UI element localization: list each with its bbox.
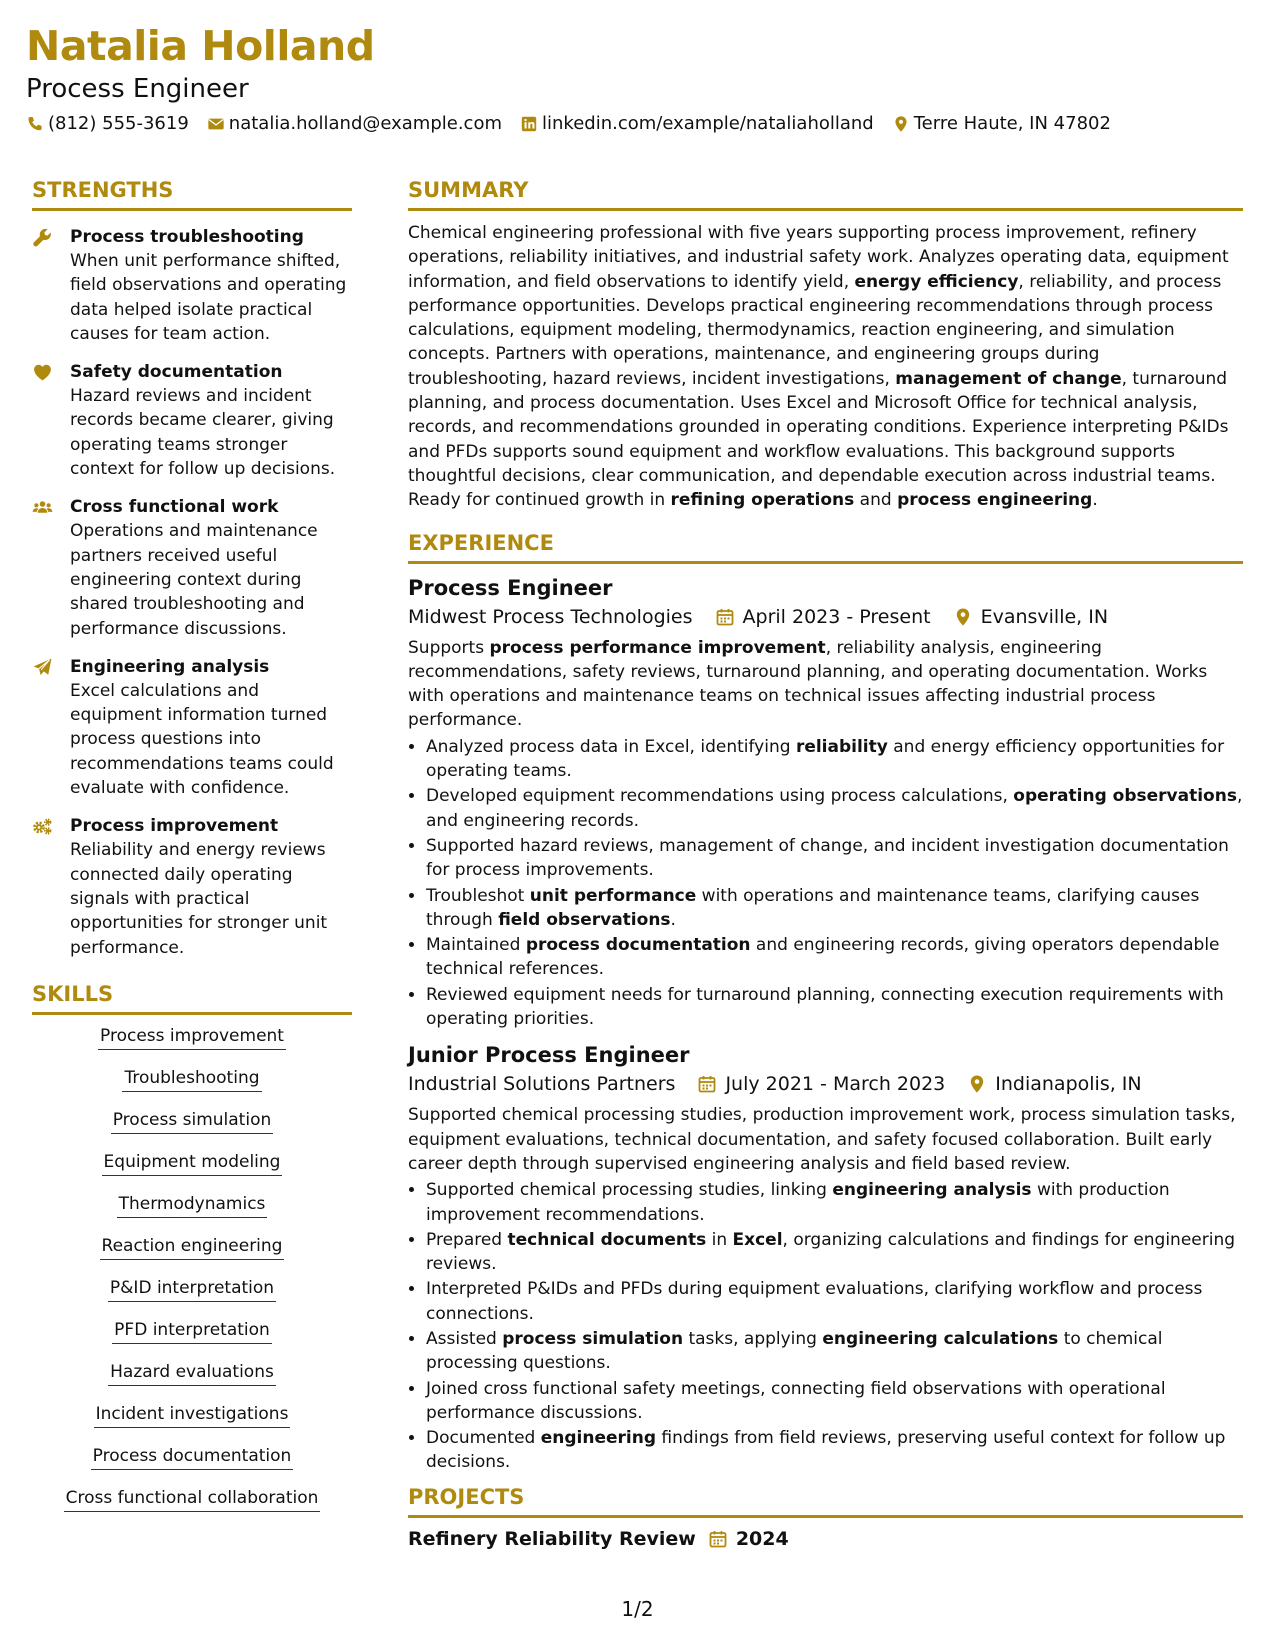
- skill-item: Troubleshooting: [122, 1067, 261, 1092]
- strength-item: [32, 225, 352, 346]
- calendar-icon: [697, 1074, 717, 1094]
- job-role: Process Engineer: [408, 575, 613, 600]
- bold-text: engineering: [540, 1428, 657, 1449]
- map-pin-icon: [967, 1074, 987, 1094]
- job-description: Supports process performance improvement, reliability analysis, engineering recommendations, safety reviews, turnaround planning, and operating documentation. Works with operations and maintenance teams on technical issues affecting industrial process performance.: [408, 637, 1208, 731]
- job-entry: [408, 1041, 1243, 1474]
- bold-text: technical documents: [507, 1229, 707, 1250]
- candidate-title: Process Engineer: [26, 74, 249, 104]
- job-bullet: • Prepared technical documents in Excel, organizing calculations and findings for engineering reviews.: [426, 1228, 1243, 1277]
- phone-icon: [26, 115, 44, 133]
- job-bullet: • Assisted process simulation tasks, applying engineering calculations to chemical processing questions.: [426, 1327, 1243, 1376]
- strengths-list: [32, 221, 352, 960]
- job-role: Junior Process Engineer: [408, 1043, 690, 1068]
- projects-heading: PROJECTS: [408, 1485, 1243, 1518]
- job-location: Evansville, IN: [980, 605, 1109, 628]
- job-bullet: • Documented engineering findings from field reviews, preserving useful context for follow up decisions.: [426, 1426, 1243, 1475]
- strength-item: [32, 360, 352, 481]
- bold-text: operating observations: [1013, 786, 1237, 807]
- calendar-icon: [708, 1529, 728, 1549]
- job-location: Indianapolis, IN: [995, 1073, 1142, 1096]
- strength-title: Process improvement: [70, 816, 279, 837]
- contact-email[interactable]: [207, 113, 502, 134]
- bold-text: engineering calculations: [822, 1328, 1059, 1349]
- strength-description: Operations and maintenance partners received useful engineering context during shared troubleshooting and performance discussions.: [70, 521, 318, 639]
- bold-text: Excel: [732, 1229, 783, 1250]
- bold-text: process engineering: [897, 490, 1093, 511]
- location-text: Terre Haute, IN 47802: [913, 113, 1111, 134]
- contact-bar: [26, 113, 1129, 134]
- contact-phone[interactable]: [26, 113, 189, 134]
- job-bullets: [408, 735, 1243, 1032]
- skill-item: Incident investigations: [94, 1403, 291, 1428]
- job-bullet: • Supported hazard reviews, management of change, and incident investigation documentation for process improvements.: [426, 834, 1243, 883]
- strengths-heading: STRENGTHS: [32, 178, 352, 211]
- skill-item: Process simulation: [111, 1109, 274, 1134]
- gears-icon: [32, 816, 53, 837]
- bold-text: refining operations: [670, 490, 855, 511]
- job-bullet: • Reviewed equipment needs for turnaround planning, connecting execution requirements with operating priorities.: [426, 983, 1243, 1032]
- bold-text: energy efficiency: [854, 271, 1019, 292]
- right-column: [408, 178, 1243, 1550]
- skill-item: Reaction engineering: [100, 1235, 285, 1260]
- job-company: Industrial Solutions Partners: [408, 1073, 676, 1096]
- job-entry: [408, 574, 1243, 1032]
- job-meta: [408, 1069, 1243, 1099]
- bold-text: engineering analysis: [832, 1180, 1032, 1201]
- page-number: 1/2: [621, 1597, 654, 1621]
- experience-heading: EXPERIENCE: [408, 531, 1243, 564]
- bold-text: reliability: [795, 736, 888, 757]
- job-meta: [408, 602, 1243, 632]
- job-bullet: • Joined cross functional safety meetings, connecting field observations with operational performance discussions.: [426, 1377, 1243, 1426]
- skill-item: Hazard evaluations: [108, 1361, 276, 1386]
- summary-text: Chemical engineering professional with five years supporting process improvement, refinery operations, reliability initiatives, and industrial safety work. Analyzes operating data, equipment information, and field observations to identify yield, energy efficiency, reliability, and process performance opportunities. Develops practical engineering recommendations through process calculations, equipment modeling, thermodynamics, reaction engineering, and simulation concepts. Partners with operations, maintenance, and engineering groups during troubleshooting, hazard reviews, incident investigations, management of change, turnaround planning, and process documentation. Uses Excel and Microsoft Office for technical analysis, records, and recommendations grounded in operating conditions. Experience interpreting P&IDs and PFDs supports sound equipment and workflow evaluations. This background supports thoughtful decisions, clear communication, and dependable execution across industrial teams. Ready for continued growth in refining operations and process engineering.: [408, 223, 1229, 511]
- bold-text: field observations: [498, 909, 671, 930]
- skill-item: Thermodynamics: [117, 1193, 268, 1218]
- strength-item: [32, 655, 352, 800]
- job-description: Supported chemical processing studies, production improvement work, process simulation tasks, equipment evaluations, technical documentation, and safety focused collaboration. Built early career depth through supervised engineering analysis and field based review.: [408, 1105, 1236, 1174]
- strength-title: Engineering analysis: [70, 656, 270, 677]
- summary-heading: SUMMARY: [408, 178, 1243, 211]
- heart-icon: [32, 362, 53, 383]
- job-bullets: [408, 1178, 1243, 1475]
- wrench-icon: [32, 227, 53, 248]
- skill-item: Process documentation: [91, 1445, 294, 1470]
- job-bullet: • Troubleshot unit performance with operations and maintenance teams, clarifying causes through field observations.: [426, 884, 1243, 933]
- job-company: Midwest Process Technologies: [408, 605, 693, 628]
- strength-title: Cross functional work: [70, 497, 279, 518]
- contact-linkedin[interactable]: [520, 113, 874, 134]
- job-dates: April 2023 - Present: [742, 605, 931, 628]
- project-name: Refinery Reliability Review: [408, 1527, 696, 1550]
- paper-plane-icon: [32, 657, 53, 678]
- phone-text: (812) 555-3619: [48, 113, 189, 134]
- skills-list: [32, 1025, 352, 1529]
- strength-item: [32, 495, 352, 640]
- job-dates: July 2021 - March 2023: [725, 1073, 946, 1096]
- envelope-icon: [207, 115, 225, 133]
- left-column: [32, 178, 352, 1529]
- project-year: 2024: [735, 1527, 789, 1550]
- bold-text: process performance improvement: [489, 637, 826, 658]
- skill-item: Equipment modeling: [102, 1151, 283, 1176]
- skill-item: Process improvement: [98, 1025, 286, 1050]
- job-bullet: • Maintained process documentation and engineering records, giving operators dependable technical references.: [426, 933, 1243, 982]
- strength-description: Hazard reviews and incident records became clearer, giving operating teams stronger context for follow up decisions.: [70, 386, 336, 480]
- skills-heading: SKILLS: [32, 982, 352, 1015]
- linkedin-icon: [520, 115, 538, 133]
- contact-location: [892, 113, 1111, 134]
- users-icon: [32, 497, 53, 518]
- job-bullet: • Developed equipment recommendations using process calculations, operating observations, and engineering records.: [426, 784, 1243, 833]
- bold-text: unit performance: [529, 885, 697, 906]
- email-text: natalia.holland@example.com: [228, 113, 503, 134]
- bold-text: process simulation: [502, 1328, 684, 1349]
- job-bullet: • Supported chemical processing studies, linking engineering analysis with production improvement recommendations.: [426, 1178, 1243, 1227]
- calendar-icon: [715, 607, 735, 627]
- linkedin-text: linkedin.com/example/nataliaholland: [542, 113, 874, 134]
- skill-item: P&ID interpretation: [108, 1277, 276, 1302]
- candidate-name: Natalia Holland: [26, 22, 375, 70]
- bold-text: process documentation: [525, 935, 751, 956]
- skill-item: PFD interpretation: [112, 1319, 272, 1344]
- skill-item: Cross functional collaboration: [64, 1487, 321, 1512]
- strength-title: Process troubleshooting: [70, 227, 304, 247]
- job-bullet: • Analyzed process data in Excel, identifying reliability and energy efficiency opportunities for operating teams.: [426, 735, 1243, 784]
- bold-text: management of change: [895, 368, 1122, 389]
- strength-description: Reliability and energy reviews connected daily operating signals with practical opportunities for stronger unit performance.: [70, 840, 328, 958]
- map-pin-icon: [892, 115, 910, 133]
- map-pin-icon: [953, 607, 973, 627]
- project-entry: [408, 1528, 1243, 1550]
- strength-description: When unit performance shifted, field observations and operating data helped isolate practical causes for team action.: [70, 251, 347, 344]
- job-bullet: • Interpreted P&IDs and PFDs during equipment evaluations, clarifying workflow and process connections.: [426, 1277, 1243, 1326]
- strength-description: Excel calculations and equipment information turned process questions into recommendations teams could evaluate with confidence.: [70, 680, 334, 799]
- strength-title: Safety documentation: [70, 362, 283, 383]
- strength-item: [32, 814, 352, 959]
